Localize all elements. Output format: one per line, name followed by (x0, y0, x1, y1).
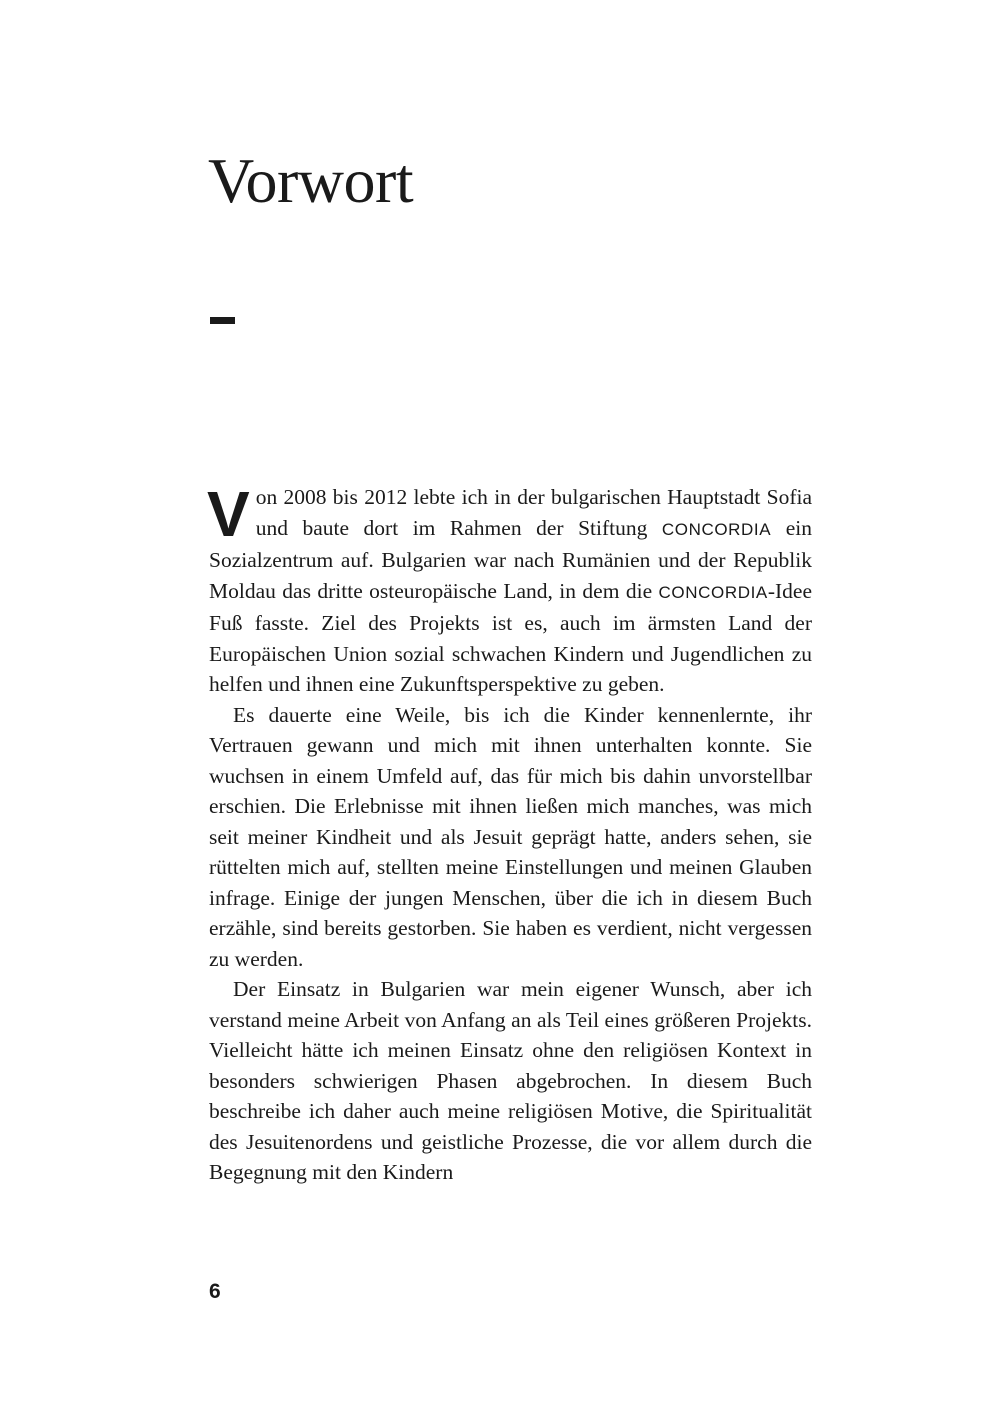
dropcap-letter: V (207, 478, 250, 550)
paragraph-1 (207, 478, 812, 700)
paragraph-1-text-c: -Idee Fuß fasste. Ziel des Projekts ist es, auch im ärmsten Land der Europäischen Union sozial schwachen Kindern und Jugendlichen zu helfen und ihnen eine Zukunftsperspektive zu geben. (209, 578, 812, 696)
paragraph-1-text-a: on 2008 bis 2012 lebte ich in der bulgarischen Hauptstadt Sofia und baute dort im Rahmen der Stiftung (255, 485, 812, 540)
chapter-title: Vorwort (208, 145, 414, 216)
organization-name: CONCORDIA (661, 519, 772, 539)
page-number: 6 (209, 1280, 221, 1303)
organization-name: CONCORDIA (658, 582, 768, 602)
paragraph-1-text-b: ein Sozialzentrum auf. Bulgarien war nach Rumänien und der Republik Moldau das dritte osteuropäische Land, in dem die (209, 515, 812, 603)
title-dash-decoration (210, 317, 235, 324)
paragraph-2: Es dauerte eine Weile, bis ich die Kinder kennenlernte, ihr Vertrauen gewann und mich mit ihnen unterhalten konnte. Sie wuchsen in einem Umfeld auf, das für mich bis dahin unvorstellbar erschien. Die Erlebnisse mit ihnen ließen mich manches, was mich seit meiner Kindheit und als Jesuit geprägt hatte, anders sehen, sie rüttelten mich auf, stellten meine Einstellungen und meinen Glauben infrage. Einige der jungen Menschen, über die ich in diesem Buch erzähle, sind bereits gestorben. Sie haben es verdient, nicht vergessen zu werden. (209, 702, 812, 971)
body-text (207, 478, 812, 1188)
paragraph-3: Der Einsatz in Bulgarien war mein eigener Wunsch, aber ich verstand meine Arbeit von Anfang an als Teil eines größeren Projekts. Vielleicht hätte ich meinen Einsatz ohne den religiösen Kontext in besonders schwierigen Phasen abgebrochen. In diesem Buch beschreibe ich daher auch meine religiösen Motive, die Spiritualität des Jesuitenordens und geistliche Prozesse, die vor allem durch die Begegnung mit den Kindern (209, 977, 812, 1184)
